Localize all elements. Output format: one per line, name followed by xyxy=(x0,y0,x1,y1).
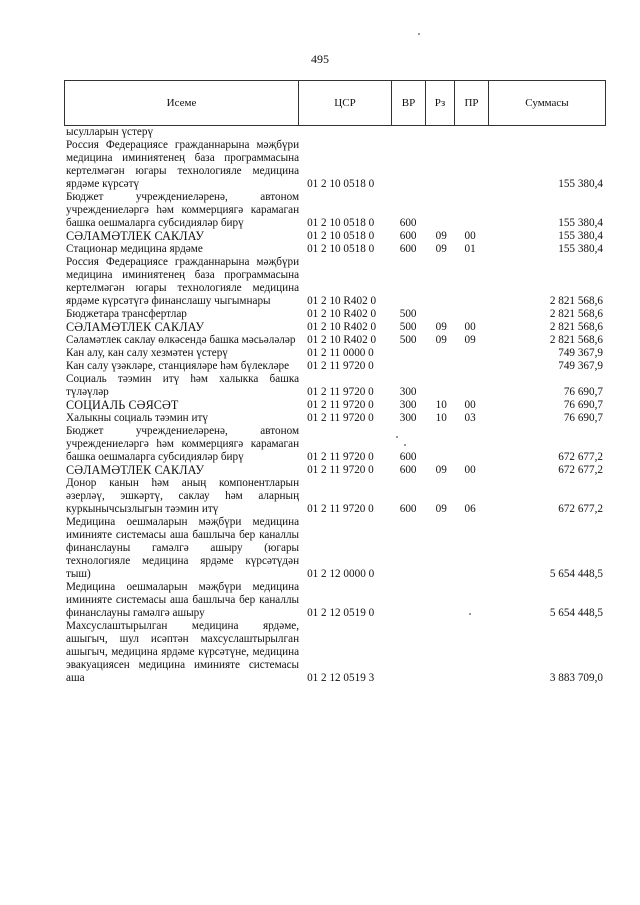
row-csr-cell: 01 2 10 R402 0 xyxy=(307,295,377,307)
row-name-cell: СӘЛАМӘТЛЕК САКЛАУ xyxy=(66,229,205,243)
header-vr: ВР xyxy=(392,81,426,126)
header-sum: Суммасы xyxy=(489,81,606,126)
row-csr-cell: 01 2 11 9720 0 xyxy=(307,360,374,372)
row-name-cell: Донор канын һәм аның компонентларын әзерләү, эшкәртү, саклау һәм аларның куркынычсызлыгын тәэмин итү xyxy=(66,477,300,515)
table-row xyxy=(64,360,605,373)
row-vr-cell: 600 xyxy=(399,503,417,515)
row-csr-cell: 01 2 10 R402 0 xyxy=(307,308,377,320)
row-csr-cell: 01 2 11 0000 0 xyxy=(307,347,374,359)
table-header xyxy=(64,80,606,126)
table-row xyxy=(64,399,605,412)
row-vr-cell: 300 xyxy=(399,386,417,398)
row-pr-cell: 01 xyxy=(464,243,476,255)
row-csr-cell: 01 2 10 R402 0 xyxy=(307,321,377,333)
table-row xyxy=(64,412,605,425)
row-sum-cell: 5 654 448,5 xyxy=(549,568,603,580)
row-csr-cell: 01 2 10 0518 0 xyxy=(307,217,375,229)
row-sum-cell: 2 821 568,6 xyxy=(549,295,603,307)
table-row xyxy=(64,126,605,139)
row-sum-cell: 155 380,4 xyxy=(558,230,603,242)
table-row xyxy=(64,581,605,620)
row-name-cell: Кан салу үзәкләре, станцияләре һәм бүлекләре xyxy=(66,360,290,372)
row-name-cell: Медицина оешмаларын мәҗбүри медицина иминияте системасы аша башлыча бер каналлы финанслауны гамәлгә ашыру xyxy=(66,581,300,619)
table-row xyxy=(64,425,605,464)
scan-speck xyxy=(404,444,406,446)
row-csr-cell: 01 2 10 0518 0 xyxy=(307,178,375,190)
table-row xyxy=(64,139,605,191)
row-sum-cell: 5 654 448,5 xyxy=(549,607,603,619)
table-row xyxy=(64,191,605,230)
row-sum-cell: 672 677,2 xyxy=(558,464,603,476)
row-csr-cell: 01 2 11 9720 0 xyxy=(307,451,374,463)
row-csr-cell: 01 2 10 0518 0 xyxy=(307,243,375,255)
row-sum-cell: 672 677,2 xyxy=(558,451,603,463)
row-pr-cell: 00 xyxy=(464,230,476,242)
row-name-cell: Бюджет учреждениеләренә, автоном учреждениеләргә һәм коммерциягә карамаган башка оешмаларга субсидияләр бирү xyxy=(66,425,300,463)
row-csr-cell: 01 2 12 0519 0 xyxy=(307,607,375,619)
row-csr-cell: 01 2 11 9720 0 xyxy=(307,412,374,424)
row-name-cell: СӘЛАМӘТЛЕК САКЛАУ xyxy=(66,463,205,477)
row-rz-cell: 09 xyxy=(435,321,447,333)
row-sum-cell: 76 690,7 xyxy=(563,386,603,398)
row-csr-cell: 01 2 11 9720 0 xyxy=(307,386,374,398)
row-rz-cell: 10 xyxy=(435,412,447,424)
table-row xyxy=(64,477,605,516)
table-row xyxy=(64,230,605,243)
table-row xyxy=(64,516,605,581)
row-name-cell: Кан алу, кан салу хезмәтен үстерү xyxy=(66,347,228,359)
row-name-cell: Махсуслаштырылган медицина ярдәме, ашыгыч, шул исәптән махсуслаштырылган ашыгыч, медицина ярдәме күрсәтүне, медицина эвакуациясен медицина иминияте системасы аша xyxy=(66,620,300,684)
row-csr-cell: 01 2 11 9720 0 xyxy=(307,399,374,411)
row-csr-cell: 01 2 12 0519 3 xyxy=(307,672,375,684)
row-csr-cell: 01 2 11 9720 0 xyxy=(307,503,374,515)
page-number: 495 xyxy=(311,52,329,66)
header-csr: ЦСР xyxy=(299,81,392,126)
row-vr-cell: 500 xyxy=(399,334,417,346)
row-vr-cell: 500 xyxy=(399,308,417,320)
table-row xyxy=(64,373,605,399)
row-pr-cell: 00 xyxy=(464,399,476,411)
row-vr-cell: 300 xyxy=(399,412,417,424)
row-name-cell: Халыкны социаль тәэмин итү xyxy=(66,412,208,424)
scan-speck xyxy=(396,436,398,438)
row-vr-cell: 300 xyxy=(399,399,417,411)
header-rz: Рз xyxy=(426,81,455,126)
row-name-cell: Медицина оешмаларын мәҗбүри медицина иминияте системасы аша башлыча бер каналлы финанслауны гамәлгә ашыру (югары технологияле медицина ярдәме күрсәтүдән тыш) xyxy=(66,516,300,580)
row-sum-cell: 76 690,7 xyxy=(563,412,603,424)
table-row xyxy=(64,620,605,685)
table-row xyxy=(64,243,605,256)
row-vr-cell: 600 xyxy=(399,217,417,229)
row-sum-cell: 155 380,4 xyxy=(558,178,603,190)
row-sum-cell: 749 367,9 xyxy=(558,360,603,372)
table-row xyxy=(64,334,605,347)
row-vr-cell: 600 xyxy=(399,243,417,255)
row-sum-cell: 2 821 568,6 xyxy=(549,334,603,346)
row-rz-cell: 09 xyxy=(435,464,447,476)
table-row xyxy=(64,347,605,360)
row-sum-cell: 749 367,9 xyxy=(558,347,603,359)
row-rz-cell: 09 xyxy=(435,503,447,515)
row-csr-cell: 01 2 12 0000 0 xyxy=(307,568,375,580)
row-pr-cell: 06 xyxy=(464,503,476,515)
row-rz-cell: 09 xyxy=(435,243,447,255)
row-pr-cell: 00 xyxy=(464,321,476,333)
row-name-cell: СӘЛАМӘТЛЕК САКЛАУ xyxy=(66,320,205,334)
row-sum-cell: 2 821 568,6 xyxy=(549,308,603,320)
row-rz-cell: 09 xyxy=(435,230,447,242)
row-csr-cell: 01 2 10 R402 0 xyxy=(307,334,377,346)
row-vr-cell: 600 xyxy=(399,230,417,242)
row-pr-cell: 03 xyxy=(464,412,476,424)
table-row xyxy=(64,321,605,334)
row-name-cell: Сәламәтлек саклау өлкәсендә башка мәсьәләләр xyxy=(66,334,296,346)
table-row xyxy=(64,256,605,308)
row-sum-cell: 155 380,4 xyxy=(558,217,603,229)
row-csr-cell: 01 2 11 9720 0 xyxy=(307,464,374,476)
row-name-cell: Стационар медицина ярдәме xyxy=(66,243,203,255)
table-row xyxy=(64,464,605,477)
row-rz-cell: 09 xyxy=(435,334,447,346)
row-csr-cell: 01 2 10 0518 0 xyxy=(307,230,375,242)
row-name-cell: Россия Федерациясе гражданнарына мәҗбүри медицина иминиятенең база программасына кертелмәгән югары технологияле медицина ярдәме күрсәтү xyxy=(66,139,300,190)
row-sum-cell: 155 380,4 xyxy=(558,243,603,255)
row-vr-cell: 500 xyxy=(399,321,417,333)
row-vr-cell: 600 xyxy=(399,451,417,463)
scan-speck xyxy=(418,33,420,35)
header-pr: ПР xyxy=(455,81,489,126)
row-sum-cell: 672 677,2 xyxy=(558,503,603,515)
row-pr-cell: 09 xyxy=(464,334,476,346)
row-vr-cell: 600 xyxy=(399,464,417,476)
table-body xyxy=(64,126,605,685)
row-sum-cell: 2 821 568,6 xyxy=(549,321,603,333)
row-rz-cell: 10 xyxy=(435,399,447,411)
row-sum-cell: 3 883 709,0 xyxy=(549,672,603,684)
row-name-cell: СОЦИАЛЬ СӘЯСӘТ xyxy=(66,398,179,412)
row-name-cell: Бюджетара трансфертлар xyxy=(66,308,187,320)
row-name-cell: Социаль тәэмин итү һәм халыкка башка түләүләр xyxy=(66,373,300,398)
header-name: Исеме xyxy=(65,81,299,126)
row-sum-cell: 76 690,7 xyxy=(563,399,603,411)
row-pr-cell: 00 xyxy=(464,464,476,476)
scan-speck xyxy=(469,613,471,615)
row-name-cell: Россия Федерациясе гражданнарына мәҗбүри медицина иминиятенең база программасына кертелмәгән югары технологияле медицина ярдәме күрсәтүгә финанслашу чыгымнары xyxy=(66,256,300,307)
row-name-cell: Бюджет учреждениеләренә, автоном учреждениеләргә һәм коммерциягә карамаган башка оешмаларга субсидияләр бирү xyxy=(66,191,300,229)
row-name-cell: ысулларын үстерү xyxy=(66,126,154,138)
